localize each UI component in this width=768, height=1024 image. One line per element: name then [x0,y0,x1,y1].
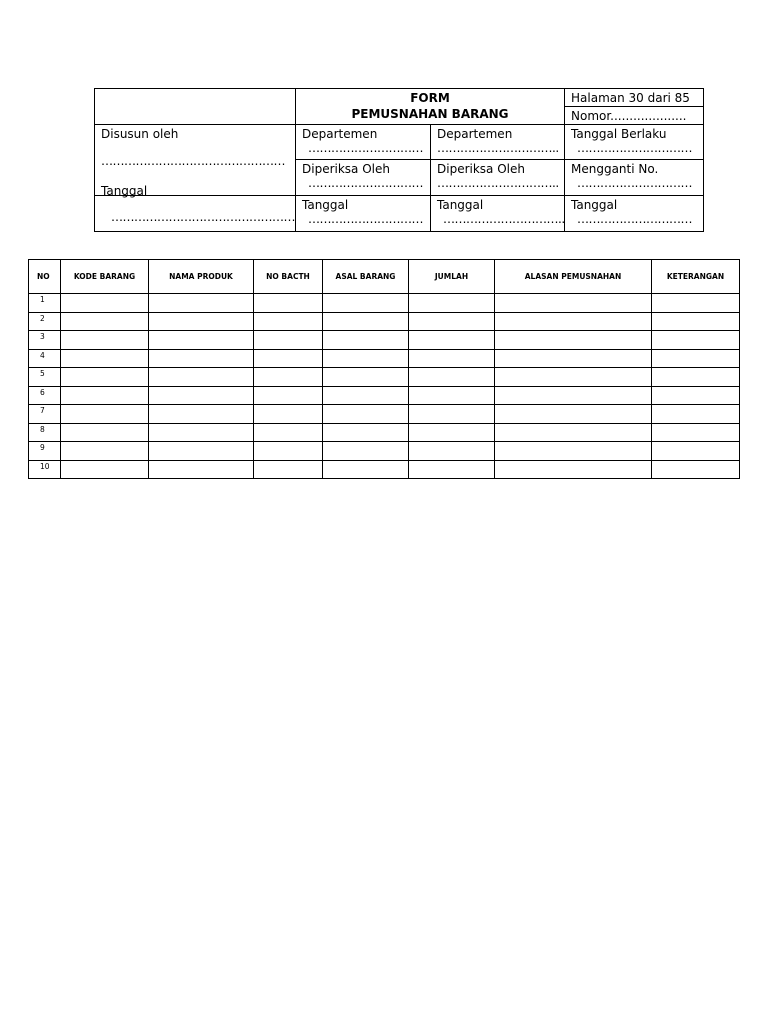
table-row [29,294,740,313]
table-cell[interactable] [149,349,254,368]
row-number: 5 [29,368,61,387]
table-cell[interactable] [149,312,254,331]
departemen-2-label: Departemen [437,127,513,141]
tanggal-1-field[interactable]: ………………………… [308,212,423,226]
table-cell[interactable] [495,331,652,350]
table-cell[interactable] [149,331,254,350]
column-header-keterangan: KETERANGAN [652,260,740,294]
table-row [29,460,740,479]
table-cell[interactable] [323,312,409,331]
table-row [29,368,740,387]
table-cell[interactable] [254,294,323,313]
row-number: 8 [29,423,61,442]
row-number: 6 [29,386,61,405]
row-number: 10 [29,460,61,479]
table-cell[interactable] [61,386,149,405]
tanggal-1-cell [296,196,431,232]
table-cell[interactable] [61,423,149,442]
table-cell[interactable] [323,368,409,387]
table-cell[interactable] [149,460,254,479]
row-number: 7 [29,405,61,424]
column-header-no-bacth: NO BACTH [254,260,323,294]
table-cell[interactable] [409,442,495,461]
diperiksa-1-field[interactable]: ………………………… [308,176,423,190]
table-cell[interactable] [409,368,495,387]
departemen-2-field[interactable]: ………………………….. [437,141,559,155]
nomor-cell [565,107,704,125]
table-cell[interactable] [409,294,495,313]
departemen-1-label: Departemen [302,127,378,141]
diperiksa-2-cell [431,160,565,196]
table-cell[interactable] [323,460,409,479]
table-cell[interactable] [409,312,495,331]
items-table [28,259,740,479]
table-cell[interactable] [323,386,409,405]
table-cell[interactable] [254,442,323,461]
table-cell[interactable] [323,423,409,442]
departemen-1-cell [296,125,431,160]
table-row [29,405,740,424]
tanggal-3-cell [565,196,704,232]
table-cell[interactable] [61,331,149,350]
table-cell[interactable] [495,349,652,368]
table-cell[interactable] [652,294,740,313]
table-cell[interactable] [254,423,323,442]
table-cell[interactable] [149,294,254,313]
table-row [29,312,740,331]
table-cell[interactable] [254,349,323,368]
table-cell[interactable] [61,312,149,331]
table-cell[interactable] [254,460,323,479]
tanggal-left-label: Tanggal [101,184,148,198]
table-row [29,331,740,350]
table-cell[interactable] [323,331,409,350]
table-cell[interactable] [254,405,323,424]
table-header-row [29,260,740,294]
table-cell[interactable] [61,460,149,479]
table-cell[interactable] [254,368,323,387]
table-cell[interactable] [409,405,495,424]
table-cell[interactable] [495,423,652,442]
table-cell[interactable] [409,331,495,350]
table-cell[interactable] [652,368,740,387]
table-cell[interactable] [495,442,652,461]
table-row [29,386,740,405]
table-cell[interactable] [149,405,254,424]
mengganti-field[interactable]: ………………………… [577,176,692,190]
table-cell[interactable] [61,405,149,424]
table-cell[interactable] [149,386,254,405]
table-cell[interactable] [495,460,652,479]
table-row [29,442,740,461]
table-cell[interactable] [652,349,740,368]
tanggal-2-label: Tanggal [437,198,484,212]
table-cell[interactable] [323,294,409,313]
departemen-1-field[interactable]: ………………………… [308,141,423,155]
column-header-jumlah: JUMLAH [409,260,495,294]
mengganti-cell [565,160,704,196]
table-cell[interactable] [409,460,495,479]
table-cell[interactable] [149,423,254,442]
row-number: 1 [29,294,61,313]
table-cell[interactable] [495,368,652,387]
tanggal-1-label: Tanggal [302,198,349,212]
table-cell[interactable] [652,312,740,331]
table-cell[interactable] [495,386,652,405]
diperiksa-1-label: Diperiksa Oleh [302,162,390,176]
table-row [29,349,740,368]
table-cell[interactable] [61,442,149,461]
column-header-no: NO [29,260,61,294]
tanggal-2-cell [431,196,565,232]
table-row [29,423,740,442]
table-cell[interactable] [254,386,323,405]
disusun-field[interactable]: ………………………………………… [101,154,285,168]
row-number: 9 [29,442,61,461]
table-cell[interactable] [495,405,652,424]
diperiksa-2-field[interactable]: ………………………….. [437,176,559,190]
table-cell[interactable] [409,349,495,368]
table-cell[interactable] [61,368,149,387]
tanggal-berlaku-field[interactable]: ………………………… [577,141,692,155]
tanggal-berlaku-cell [565,125,704,160]
disusun-label: Disusun oleh [101,127,179,141]
table-cell[interactable] [149,442,254,461]
column-header-kode-barang: KODE BARANG [61,260,149,294]
form-header-table [94,88,704,232]
column-header-alasan-pemusnahan: ALASAN PEMUSNAHAN [495,260,652,294]
table-cell[interactable] [149,368,254,387]
tanggal-3-label: Tanggal [571,198,618,212]
row-number: 4 [29,349,61,368]
tanggal-3-field[interactable]: ………………………… [577,212,692,226]
table-cell[interactable] [495,294,652,313]
diperiksa-1-cell [296,160,431,196]
table-cell[interactable] [323,349,409,368]
tanggal-berlaku-label: Tanggal Berlaku [571,127,667,141]
row-number: 3 [29,331,61,350]
table-cell[interactable] [495,312,652,331]
table-cell[interactable] [61,349,149,368]
table-cell[interactable] [652,460,740,479]
form-subtitle: PEMUSNAHAN BARANG [351,107,509,121]
table-cell[interactable] [652,442,740,461]
column-header-nama-produk: NAMA PRODUK [149,260,254,294]
table-cell[interactable] [254,331,323,350]
mengganti-label: Mengganti No. [571,162,659,176]
table-cell[interactable] [652,405,740,424]
column-header-asal-barang: ASAL BARANG [323,260,409,294]
row-number: 2 [29,312,61,331]
tanggal-left-field[interactable]: ………………………………………… [111,210,295,224]
page-info: Halaman 30 dari 85 [571,91,690,105]
form-title: FORM [410,91,450,105]
tanggal-2-field[interactable]: ………………………….. [443,212,565,226]
table-cell[interactable] [409,423,495,442]
table-cell[interactable] [323,442,409,461]
diperiksa-2-label: Diperiksa Oleh [437,162,525,176]
table-cell[interactable] [61,294,149,313]
departemen-2-cell [431,125,565,160]
nomor-field[interactable]: Nomor.................... [571,109,687,123]
table-cell[interactable] [652,386,740,405]
table-cell[interactable] [652,331,740,350]
table-cell[interactable] [254,312,323,331]
table-cell[interactable] [409,386,495,405]
tanggal-left-cell [95,184,296,232]
header-logo-cell [95,89,296,125]
page-info-cell [565,89,704,107]
table-cell[interactable] [323,405,409,424]
table-cell[interactable] [652,423,740,442]
form-title-cell [296,89,565,125]
